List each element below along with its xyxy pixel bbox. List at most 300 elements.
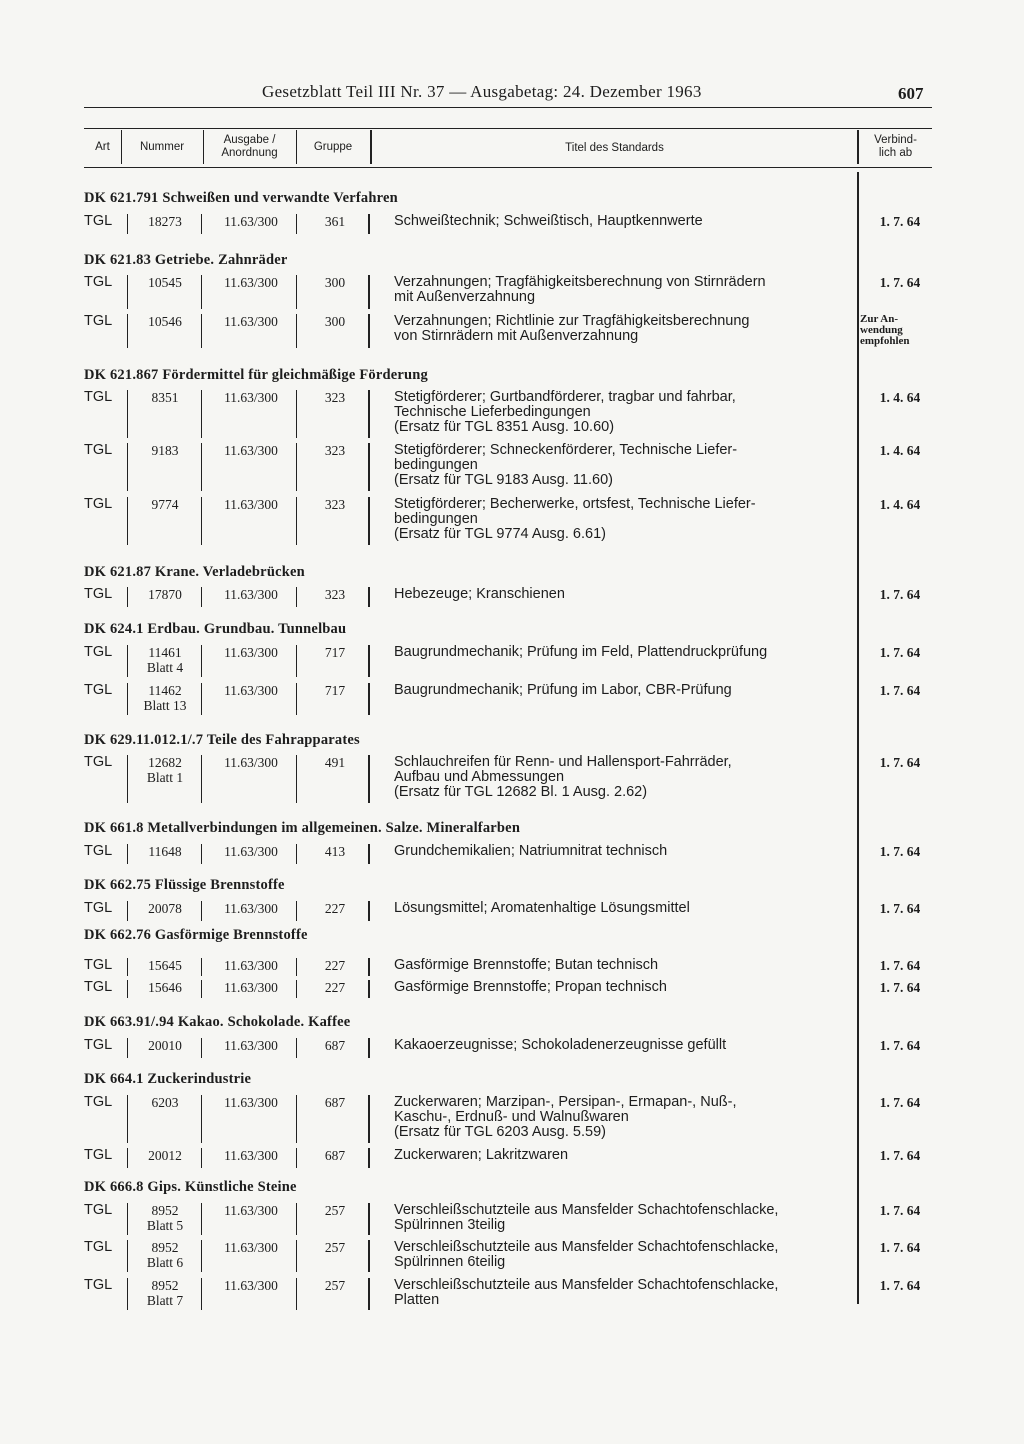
row-titel-line: Kaschu-, Erdnuß- und Walnußwaren: [394, 1109, 629, 1125]
row-nummer: [132, 314, 198, 329]
row-divider: [296, 587, 297, 607]
row-nummer-value: 11462: [148, 683, 182, 698]
row-titel-line: (Ersatz für TGL 9774 Ausg. 6.61): [394, 526, 606, 542]
row-verbindlich-line: 1. 7. 64: [879, 844, 921, 859]
row-divider: [296, 497, 297, 545]
row-divider: [201, 443, 202, 491]
row-divider: [201, 587, 202, 607]
row-divider: [296, 390, 297, 438]
row-divider: [127, 683, 128, 715]
row-divider: [201, 844, 202, 864]
row-art: TGL: [84, 442, 113, 458]
row-divider: [127, 390, 128, 438]
row-nummer: [132, 497, 198, 512]
row-verbindlich-line: 1. 7. 64: [879, 1095, 921, 1110]
row-divider: [296, 1095, 297, 1143]
row-divider: [127, 1038, 128, 1058]
row-art: TGL: [84, 1277, 113, 1293]
row-nummer-value: 8952: [151, 1278, 179, 1293]
row-gruppe: 717: [324, 683, 346, 698]
row-verbindlich: [870, 1148, 930, 1163]
row-gruppe: 323: [324, 443, 346, 458]
row-titel-line: Verzahnungen; Tragfähigkeitsberechnung von Stirnrädern: [394, 274, 766, 290]
section-heading: DK 621.791 Schweißen und verwandte Verfahren: [84, 190, 398, 206]
row-gruppe: 257: [324, 1240, 346, 1255]
header-ausgabe-line2: Anordnung: [221, 147, 278, 159]
row-gruppe: 323: [324, 587, 346, 602]
row-nummer-value: 20078: [148, 901, 182, 916]
row-ausgabe: 11.63/300: [224, 901, 278, 916]
row-verbindlich: [870, 1095, 930, 1110]
row-gruppe: 491: [324, 755, 346, 770]
row-art: TGL: [84, 496, 113, 512]
row-nummer-value: 6203: [151, 1095, 179, 1110]
row-divider: [368, 1038, 370, 1058]
row-nummer-value: 8351: [151, 390, 179, 405]
table-row: [84, 844, 932, 864]
row-nummer-value: 9774: [151, 497, 179, 512]
row-divider: [296, 901, 297, 921]
row-verbindlich: [870, 1240, 930, 1255]
section-heading: DK 621.87 Krane. Verladebrücken: [84, 564, 305, 580]
row-blatt: Blatt 7: [146, 1293, 184, 1308]
row-ausgabe: 11.63/300: [224, 497, 278, 512]
row-titel: [394, 901, 929, 916]
row-divider: [296, 958, 297, 976]
row-divider: [368, 587, 370, 607]
row-ausgabe: 11.63/300: [224, 683, 278, 698]
row-divider: [296, 443, 297, 491]
row-divider: [201, 901, 202, 921]
row-ausgabe: 11.63/300: [224, 314, 278, 329]
table-row: [84, 214, 932, 234]
row-nummer-value: 11648: [148, 844, 182, 859]
row-nummer: [132, 1240, 198, 1270]
row-verbindlich: [870, 901, 930, 916]
row-titel: [394, 1278, 929, 1308]
row-titel-line: Baugrundmechanik; Prüfung im Feld, Plattendruckprüfung: [394, 644, 768, 660]
row-titel: [394, 314, 929, 344]
table-row: [84, 443, 932, 491]
row-blatt: Blatt 13: [143, 698, 187, 713]
row-divider: [368, 683, 370, 715]
row-divider: [201, 1038, 202, 1058]
row-titel-line: (Ersatz für TGL 8351 Ausg. 10.60): [394, 419, 615, 435]
table-row: [84, 980, 932, 998]
page-number: 607: [898, 84, 924, 103]
row-nummer-value: 15645: [148, 958, 182, 973]
row-divider: [201, 1278, 202, 1310]
row-divider: [296, 1203, 297, 1235]
row-verbindlich: [870, 1038, 930, 1053]
table-row: [84, 1203, 932, 1235]
row-titel: [394, 958, 929, 973]
row-divider: [201, 980, 202, 998]
row-verbindlich: [870, 645, 930, 660]
row-nummer: [132, 980, 198, 995]
header-art: Art: [95, 141, 110, 153]
row-divider: [127, 901, 128, 921]
row-art: TGL: [84, 644, 113, 660]
row-nummer: [132, 958, 198, 973]
section-heading: DK 663.91/.94 Kakao. Schokolade. Kaffee: [84, 1014, 351, 1030]
row-nummer-value: 9183: [151, 443, 179, 458]
header-verbindlich-line2: lich ab: [878, 147, 913, 159]
section-heading: DK 661.8 Metallverbindungen im allgemeinen. Salze. Mineralfarben: [84, 820, 521, 836]
row-divider: [296, 1038, 297, 1058]
row-gruppe: 717: [324, 645, 346, 660]
row-titel-line: Schweißtechnik; Schweißtisch, Hauptkennwerte: [394, 213, 703, 229]
row-divider: [201, 755, 202, 803]
row-titel-line: Gasförmige Brennstoffe; Propan technisch: [394, 979, 667, 995]
table-row: [84, 1240, 932, 1272]
row-divider: [127, 275, 128, 309]
row-titel-line: (Ersatz für TGL 9183 Ausg. 11.60): [394, 472, 613, 488]
row-ausgabe: 11.63/300: [224, 1038, 278, 1053]
table-row: [84, 275, 932, 309]
row-verbindlich-line: 1. 7. 64: [879, 683, 921, 698]
row-divider: [201, 214, 202, 234]
row-titel-line: Baugrundmechanik; Prüfung im Labor, CBR-Prüfung: [394, 682, 732, 698]
row-divider: [296, 214, 297, 234]
row-divider: [368, 980, 370, 998]
row-verbindlich-line: empfohlen: [860, 335, 910, 347]
row-verbindlich-line: 1. 4. 64: [879, 390, 921, 405]
row-divider: [296, 755, 297, 803]
table-row: [84, 901, 932, 921]
row-titel-line: Stetigförderer; Becherwerke, ortsfest, Technische Liefer-: [394, 496, 756, 512]
row-titel-line: Stetigförderer; Gurtbandförderer, tragbar und fahrbar,: [394, 389, 736, 405]
row-titel-line: Gasförmige Brennstoffe; Butan technisch: [394, 957, 659, 973]
header-titel: Titel des Standards: [565, 142, 664, 154]
row-divider: [368, 275, 370, 309]
header-nummer: Nummer: [139, 141, 185, 153]
row-titel-line: Verschleißschutzteile aus Mansfelder Schachtofenschlacke,: [394, 1202, 779, 1218]
row-titel: [394, 980, 929, 995]
row-divider: [368, 314, 370, 348]
row-gruppe: 257: [324, 1203, 346, 1218]
row-titel-line: bedingungen: [394, 511, 478, 527]
row-divider: [127, 1148, 128, 1168]
row-ausgabe: 11.63/300: [224, 1095, 278, 1110]
row-blatt: Blatt 6: [146, 1255, 184, 1270]
row-titel-line: Spülrinnen 6teilig: [394, 1254, 506, 1270]
row-verbindlich: [870, 275, 930, 290]
section-heading: DK 662.75 Flüssige Brennstoffe: [84, 877, 285, 893]
row-art: TGL: [84, 957, 113, 973]
row-gruppe: 227: [324, 901, 346, 916]
row-titel: [394, 214, 929, 229]
row-blatt: Blatt 1: [146, 770, 184, 785]
row-ausgabe: 11.63/300: [224, 755, 278, 770]
row-titel: [394, 645, 929, 660]
row-divider: [201, 1203, 202, 1235]
row-divider: [127, 314, 128, 348]
row-divider: [127, 1240, 128, 1272]
row-nummer-value: 11461: [148, 645, 182, 660]
row-verbindlich-line: 1. 7. 64: [879, 645, 921, 660]
page-header-title: Gesetzblatt Teil III Nr. 37 — Ausgabetag: 24. Dezember 1963: [262, 82, 702, 101]
row-titel-line: Schlauchreifen für Renn- und Hallensport-Fahrräder,: [394, 754, 732, 770]
row-divider: [127, 1203, 128, 1235]
row-nummer-value: 8952: [151, 1240, 179, 1255]
row-divider: [127, 645, 128, 677]
row-art: TGL: [84, 1037, 113, 1053]
row-nummer: [132, 1278, 198, 1308]
row-nummer: [132, 587, 198, 602]
row-divider: [368, 1278, 370, 1310]
row-divider: [201, 958, 202, 976]
row-titel: [394, 443, 929, 488]
row-ausgabe: 11.63/300: [224, 1203, 278, 1218]
row-divider: [201, 275, 202, 309]
row-titel-line: Lösungsmittel; Aromatenhaltige Lösungsmittel: [394, 900, 690, 916]
table-row: [84, 314, 932, 348]
row-ausgabe: 11.63/300: [224, 443, 278, 458]
section-heading: DK 664.1 Zuckerindustrie: [84, 1071, 252, 1087]
row-gruppe: 413: [324, 844, 346, 859]
row-divider: [127, 1095, 128, 1143]
row-divider: [368, 443, 370, 491]
row-divider: [201, 645, 202, 677]
row-nummer: [132, 683, 198, 713]
row-verbindlich-line: 1. 7. 64: [879, 755, 921, 770]
row-art: TGL: [84, 900, 113, 916]
row-verbindlich: [870, 390, 930, 405]
row-art: TGL: [84, 1147, 113, 1163]
row-verbindlich-line: 1. 7. 64: [879, 1203, 921, 1218]
row-verbindlich-line: 1. 7. 64: [879, 1278, 921, 1293]
row-divider: [296, 1240, 297, 1272]
column-header: [84, 128, 932, 168]
row-titel-line: von Stirnrädern mit Außenverzahnung: [394, 328, 639, 344]
row-titel-line: (Ersatz für TGL 6203 Ausg. 5.59): [394, 1124, 606, 1140]
row-divider: [368, 1148, 370, 1168]
row-titel: [394, 1095, 929, 1140]
row-divider: [368, 645, 370, 677]
section-heading: DK 662.76 Gasförmige Brennstoffe: [84, 927, 308, 943]
row-ausgabe: 11.63/300: [224, 958, 278, 973]
row-art: TGL: [84, 586, 113, 602]
row-verbindlich-line: 1. 7. 64: [879, 587, 921, 602]
row-titel-line: Kakaoerzeugnisse; Schokoladenerzeugnisse gefüllt: [394, 1037, 727, 1053]
row-divider: [127, 443, 128, 491]
row-nummer: [132, 1148, 198, 1163]
row-verbindlich-line: 1. 7. 64: [879, 1038, 921, 1053]
header-ausgabe-line1: Ausgabe /: [223, 134, 276, 146]
row-divider: [296, 683, 297, 715]
row-titel: [394, 497, 929, 542]
row-divider: [368, 901, 370, 921]
table-row: [84, 587, 932, 607]
row-ausgabe: 11.63/300: [224, 1148, 278, 1163]
row-verbindlich: [870, 214, 930, 229]
row-verbindlich: [870, 980, 930, 995]
row-art: TGL: [84, 682, 113, 698]
row-gruppe: 300: [324, 275, 346, 290]
row-titel-line: mit Außenverzahnung: [394, 289, 536, 305]
row-divider: [201, 1240, 202, 1272]
table-row: [84, 497, 932, 545]
row-divider: [296, 314, 297, 348]
row-verbindlich: [870, 844, 930, 859]
row-divider: [127, 497, 128, 545]
row-divider: [368, 1203, 370, 1235]
row-divider: [368, 958, 370, 976]
row-gruppe: 227: [324, 958, 346, 973]
row-nummer-value: 8952: [151, 1203, 179, 1218]
row-divider: [296, 844, 297, 864]
row-ausgabe: 11.63/300: [224, 844, 278, 859]
row-gruppe: 227: [324, 980, 346, 995]
table-row: [84, 1278, 932, 1310]
row-divider: [296, 980, 297, 998]
row-titel-line: Hebezeuge; Kranschienen: [394, 586, 565, 602]
row-nummer: [132, 645, 198, 675]
row-titel-line: Zuckerwaren; Lakritzwaren: [394, 1147, 569, 1163]
row-titel: [394, 1240, 929, 1270]
row-divider: [201, 314, 202, 348]
row-ausgabe: 11.63/300: [224, 1240, 278, 1255]
row-verbindlich-line: Zur An-: [860, 313, 899, 325]
row-divider: [296, 275, 297, 309]
row-verbindlich: [870, 755, 930, 770]
row-titel: [394, 1203, 929, 1233]
row-nummer-value: 20012: [148, 1148, 182, 1163]
row-ausgabe: 11.63/300: [224, 390, 278, 405]
row-ausgabe: 11.63/300: [224, 1278, 278, 1293]
row-gruppe: 361: [324, 214, 346, 229]
table-row: [84, 1038, 932, 1058]
row-titel-line: Grundchemikalien; Natriumnitrat technisch: [394, 843, 668, 859]
row-verbindlich-line: 1. 4. 64: [879, 497, 921, 512]
table-row: [84, 390, 932, 438]
row-titel: [394, 1148, 929, 1163]
row-nummer: [132, 1203, 198, 1233]
section-heading: DK 629.11.012.1/.7 Teile des Fahrapparates: [84, 732, 360, 748]
row-ausgabe: 11.63/300: [224, 275, 278, 290]
row-verbindlich-line: wendung: [860, 324, 903, 336]
row-titel-line: Platten: [394, 1292, 440, 1308]
table-row: [84, 958, 932, 976]
row-art: TGL: [84, 1239, 113, 1255]
row-divider: [368, 755, 370, 803]
row-ausgabe: 11.63/300: [224, 214, 278, 229]
row-gruppe: 323: [324, 497, 346, 512]
row-titel-line: Verschleißschutzteile aus Mansfelder Schachtofenschlacke,: [394, 1239, 779, 1255]
row-titel-line: Verschleißschutzteile aus Mansfelder Schachtofenschlacke,: [394, 1277, 779, 1293]
header-rule: [84, 107, 932, 108]
column-header-bottom-rule: [84, 167, 932, 168]
row-titel-line: Verzahnungen; Richtlinie zur Tragfähigkeitsberechnung: [394, 313, 750, 329]
row-gruppe: 323: [324, 390, 346, 405]
row-divider: [296, 1148, 297, 1168]
row-verbindlich-line: 1. 7. 64: [879, 1148, 921, 1163]
row-verbindlich-line: 1. 4. 64: [879, 443, 921, 458]
row-verbindlich: [870, 1278, 930, 1293]
table-row: [84, 1095, 932, 1143]
row-art: TGL: [84, 274, 113, 290]
row-nummer: [132, 390, 198, 405]
row-art: TGL: [84, 1094, 113, 1110]
row-divider: [368, 390, 370, 438]
row-nummer-value: 15646: [148, 980, 182, 995]
row-verbindlich-line: 1. 7. 64: [879, 214, 921, 229]
row-divider: [201, 390, 202, 438]
row-titel: [394, 275, 929, 305]
row-gruppe: 687: [324, 1095, 346, 1110]
row-divider: [368, 214, 370, 234]
row-titel-line: Stetigförderer; Schneckenförderer, Technische Liefer-: [394, 442, 738, 458]
table-row: [84, 755, 932, 803]
row-titel-line: Aufbau und Abmessungen: [394, 769, 565, 785]
row-divider: [127, 587, 128, 607]
row-nummer: [132, 275, 198, 290]
row-divider: [201, 683, 202, 715]
row-blatt: Blatt 4: [146, 660, 184, 675]
row-titel-line: (Ersatz für TGL 12682 Bl. 1 Ausg. 2.62): [394, 784, 648, 800]
row-titel: [394, 844, 929, 859]
row-titel: [394, 683, 929, 698]
row-verbindlich-line: 1. 7. 64: [879, 980, 921, 995]
row-art: TGL: [84, 754, 113, 770]
row-art: TGL: [84, 843, 113, 859]
row-nummer: [132, 214, 198, 229]
row-art: TGL: [84, 213, 113, 229]
row-divider: [127, 214, 128, 234]
row-nummer-value: 12682: [148, 755, 182, 770]
row-divider: [127, 958, 128, 976]
row-gruppe: 687: [324, 1038, 346, 1053]
row-verbindlich-line: 1. 7. 64: [879, 275, 921, 290]
table-row: [84, 683, 932, 715]
row-ausgabe: 11.63/300: [224, 587, 278, 602]
row-nummer: [132, 901, 198, 916]
row-divider: [368, 1095, 370, 1143]
row-verbindlich: [860, 314, 930, 347]
row-nummer: [132, 844, 198, 859]
section-heading: DK 624.1 Erdbau. Grundbau. Tunnelbau: [84, 621, 347, 637]
row-nummer-value: 10545: [148, 275, 182, 290]
row-titel: [394, 390, 929, 435]
row-titel: [394, 1038, 929, 1053]
table-row: [84, 645, 932, 677]
row-nummer-value: 10546: [148, 314, 182, 329]
table-row: [84, 1148, 932, 1168]
row-verbindlich: [870, 443, 930, 458]
row-nummer: [132, 443, 198, 458]
row-divider: [201, 1095, 202, 1143]
row-art: TGL: [84, 389, 113, 405]
row-titel-line: bedingungen: [394, 457, 478, 473]
row-divider: [296, 1278, 297, 1310]
row-verbindlich: [870, 587, 930, 602]
row-divider: [127, 980, 128, 998]
row-ausgabe: 11.63/300: [224, 980, 278, 995]
row-titel-line: Technische Lieferbedingungen: [394, 404, 591, 420]
column-header-top-rule: [84, 128, 932, 129]
row-divider: [201, 1148, 202, 1168]
row-ausgabe: 11.63/300: [224, 645, 278, 660]
row-nummer: [132, 1038, 198, 1053]
row-nummer-value: 18273: [148, 214, 182, 229]
row-divider: [296, 645, 297, 677]
row-divider: [127, 755, 128, 803]
row-titel: [394, 587, 929, 602]
row-verbindlich-line: 1. 7. 64: [879, 1240, 921, 1255]
row-nummer: [132, 1095, 198, 1110]
row-gruppe: 257: [324, 1278, 346, 1293]
